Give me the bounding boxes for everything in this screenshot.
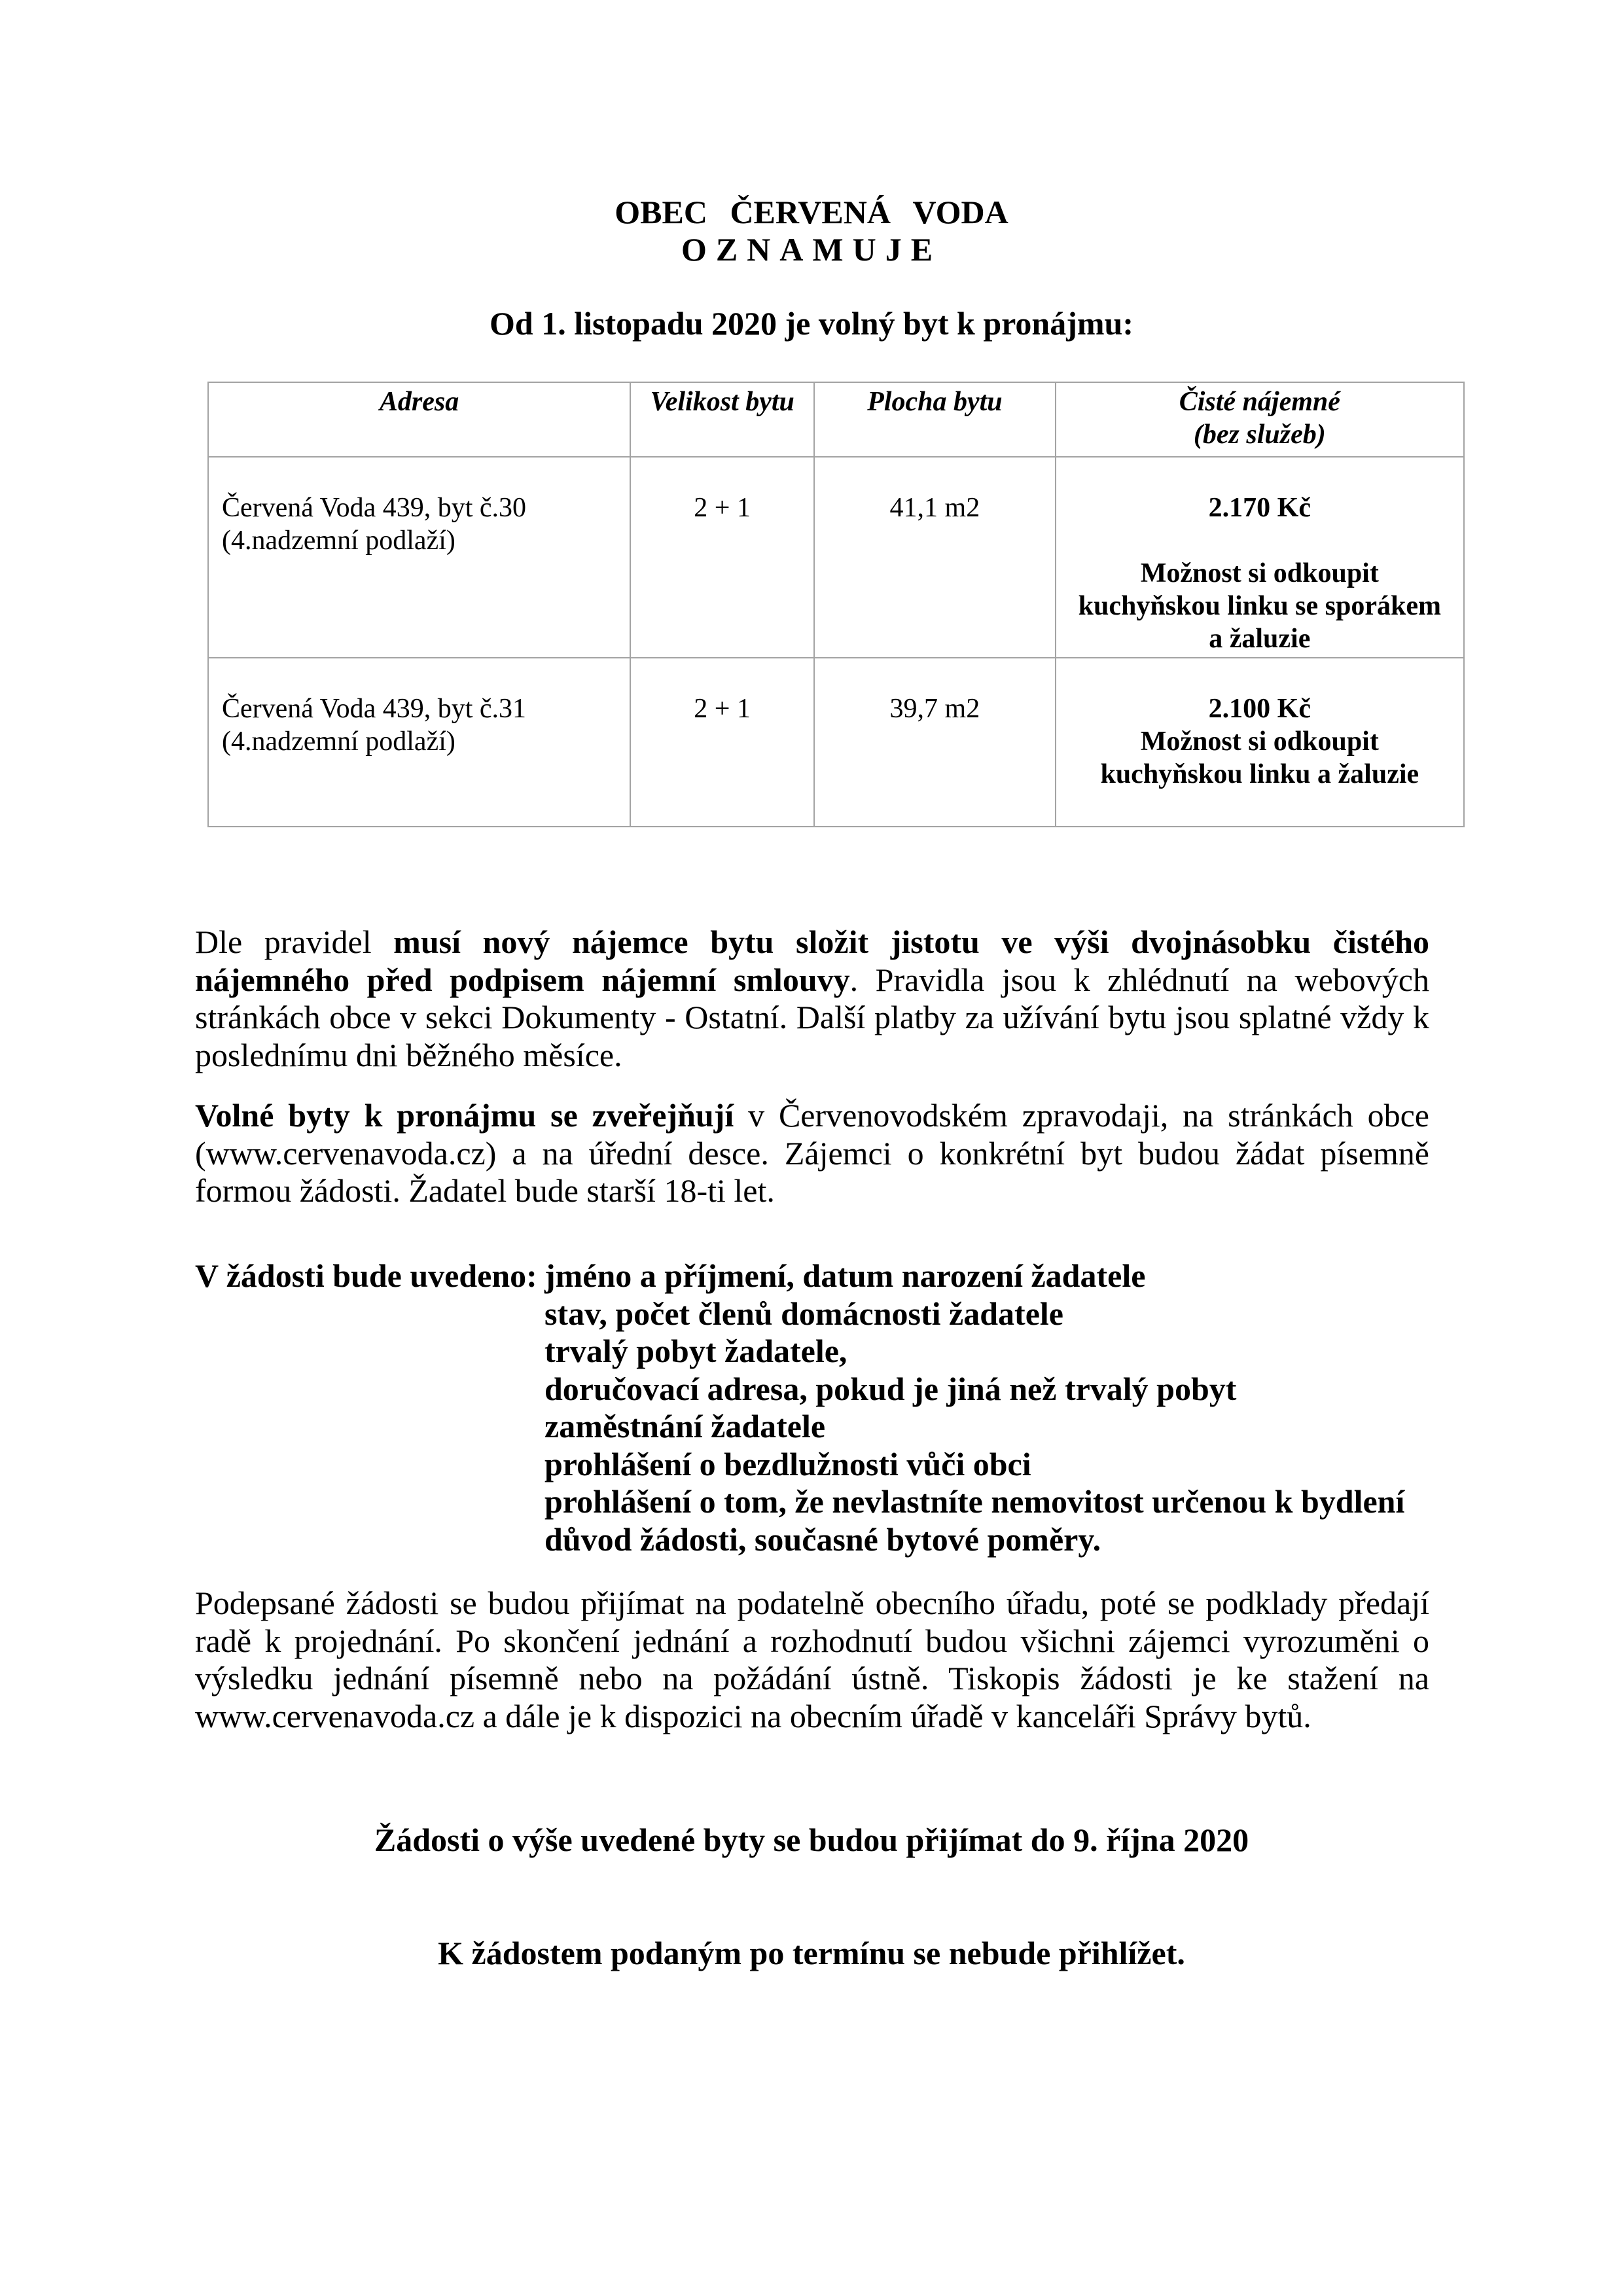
size-cell: 2 + 1 — [630, 658, 814, 827]
table-row — [208, 457, 1464, 658]
rent-note-line: Možnost si odkoupit — [1140, 558, 1379, 588]
submission-paragraph: Podepsané žádosti se budou přijímat na podatelně obecního úřadu, poté se podklady předají radě k projednání. Po skončení jednání a rozhodnutí budou všichni zájemci vyrozuměni o výsledku jednání písemně nebo na požádání ústně. Tiskopis žádosti je ke stažení na www.cervenavoda.cz a dále je k dispozici na obecním úřadě v kanceláři Správy bytů. — [195, 1585, 1429, 1734]
list-item: jméno a příjmení, datum narození žadatele — [544, 1257, 1146, 1294]
rent-note-line: kuchyňskou linku a žaluzie — [1100, 759, 1419, 789]
list-item: doručovací adresa, pokud je jiná než trvalý pobyt — [544, 1370, 1237, 1407]
column-header-size: Velikost bytu — [630, 382, 814, 457]
size-cell: 2 + 1 — [630, 457, 814, 658]
rent-note-line: a žaluzie — [1209, 624, 1311, 654]
column-header-address: Adresa — [208, 382, 630, 457]
deadline-notice: Žádosti o výše uvedené byty se budou přijímat do 9. října 2020 — [374, 1821, 1249, 1858]
availability-subtitle: Od 1. listopadu 2020 je volný byt k pronájmu: — [490, 305, 1133, 342]
rent-amount: 2.100 Kč — [1208, 694, 1311, 724]
rent-note-line: kuchyňskou linku se sporákem — [1078, 591, 1441, 621]
area-cell: 41,1 m2 — [814, 457, 1055, 658]
text: . Pravidla jsou k zhlédnutí na webových stránkách obce v sekci Dokumenty - Ostatní. Další platby za užívání bytu jsou splatné vždy k poslednímu dni běžného měsíce. — [195, 961, 1429, 1073]
rent-note-line: Možnost si odkoupit — [1140, 726, 1379, 757]
column-header-area: Plocha bytu — [814, 382, 1055, 457]
address-line: Červená Voda 439, byt č.30 — [222, 493, 527, 523]
text: v Červenovodském zpravodaji, na stránkách obce (www.cervenavoda.cz) a na úřední desce. Zájemci o konkrétní byt budou žádat písemně formou žádosti. Žadatel bude starší 18-ti let. — [195, 1097, 1429, 1209]
column-header-rent — [1056, 382, 1464, 457]
requirements-label: V žádosti bude uvedeno: — [195, 1257, 537, 1294]
table-row — [208, 658, 1464, 827]
list-item: prohlášení o bezdlužnosti vůči obci — [544, 1445, 1031, 1482]
floor-line: (4.nadzemní podlaží) — [222, 726, 455, 757]
list-item: prohlášení o tom, že nevlastníte nemovitost určenou k bydlení — [544, 1483, 1405, 1520]
announcement-heading: OZNAMUJE — [681, 231, 942, 268]
list-item: zaměstnání žadatele — [544, 1408, 826, 1444]
table-header-row — [208, 382, 1464, 457]
municipality-title: OBEC ČERVENÁ VODA — [615, 194, 1008, 230]
apartments-table — [207, 382, 1465, 827]
list-item: stav, počet členů domácnosti žadatele — [544, 1295, 1063, 1332]
publication-paragraph — [195, 1097, 1429, 1210]
floor-line: (4.nadzemní podlaží) — [222, 526, 455, 556]
address-line: Červená Voda 439, byt č.31 — [222, 694, 527, 724]
area-cell: 39,7 m2 — [814, 658, 1055, 827]
list-item: důvod žádosti, současné bytové poměry. — [544, 1520, 1101, 1558]
rent-cell — [1056, 457, 1464, 658]
late-submission-note: K žádostem podaným po termínu se nebude přihlížet. — [438, 1935, 1185, 1971]
deposit-paragraph — [195, 924, 1429, 1074]
spacer — [1069, 524, 1450, 557]
address-cell — [208, 658, 630, 827]
list-item: trvalý pobyt žadatele, — [544, 1333, 847, 1369]
rent-cell — [1056, 658, 1464, 827]
column-header-rent-line1: Čisté nájemné — [1179, 387, 1340, 417]
rent-amount: 2.170 Kč — [1208, 493, 1311, 523]
emphasis-text: musí nový nájemce bytu složit jistotu ve výši dvojnásobku čistého nájemného před podpisem nájemní smlouvy — [195, 924, 1430, 998]
requirements-items — [544, 1257, 1404, 1558]
text: Dle pravidel — [195, 924, 394, 960]
column-header-rent-line2: (bez služeb) — [1193, 420, 1326, 450]
emphasis-text: Volné byty k pronájmu se zveřejňují — [195, 1097, 734, 1134]
address-cell — [208, 457, 630, 658]
